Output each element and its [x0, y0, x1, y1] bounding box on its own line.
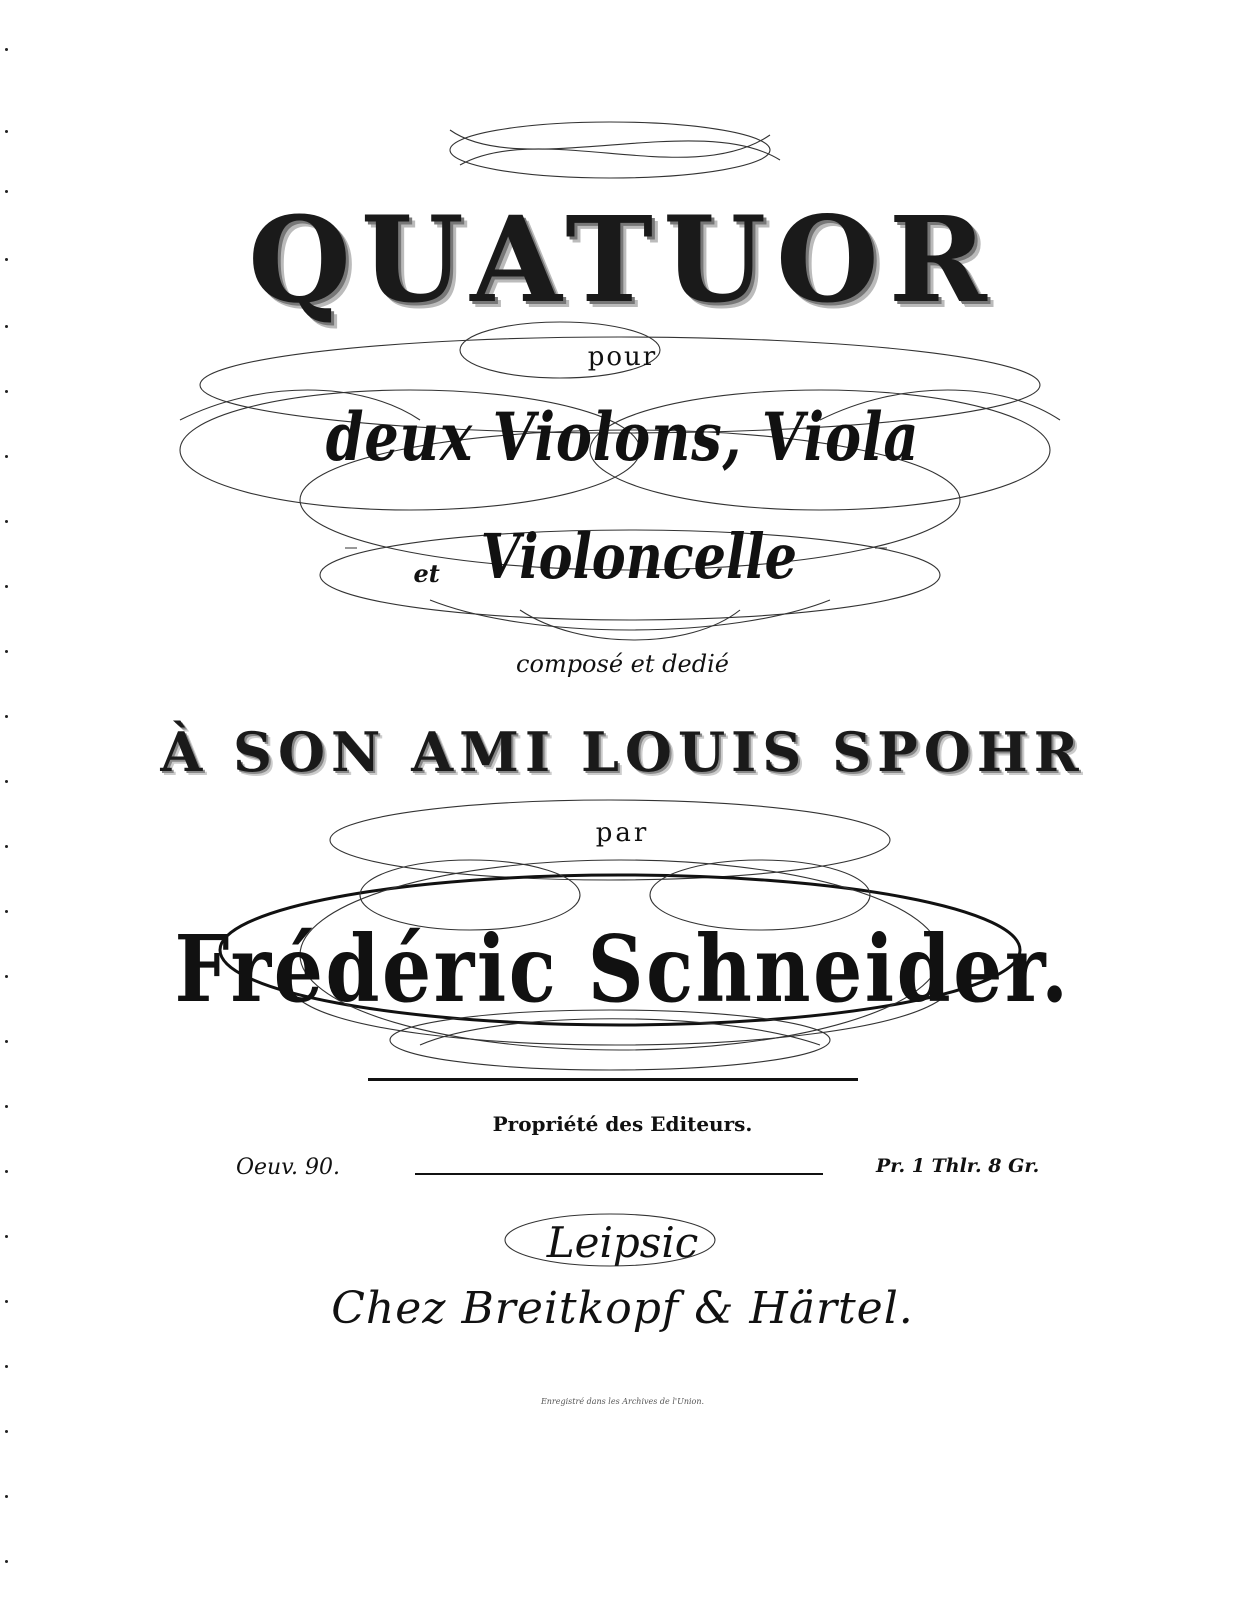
- margin-mark: [5, 48, 8, 51]
- title: QUATUOR: [248, 190, 997, 329]
- price: Pr. 1 Thlr. 8 Gr.: [876, 1155, 1040, 1177]
- publisher-city: Leipsic: [546, 1218, 699, 1267]
- margin-mark: [5, 715, 8, 718]
- registration-notice: Enregistré dans les Archives de l'Union.: [540, 1397, 705, 1406]
- margin-mark: [5, 650, 8, 653]
- margin-mark: [5, 520, 8, 523]
- margin-mark: [5, 258, 8, 261]
- opus-price-rule: [415, 1173, 823, 1175]
- pour-label: pour: [587, 342, 658, 372]
- et-label: et: [413, 559, 440, 588]
- margin-mark: [5, 1365, 8, 1368]
- publisher-name: Chez Breitkopf & Härtel.: [331, 1283, 914, 1334]
- margin-mark: [5, 1495, 8, 1498]
- compose-dedication-label: composé et dedié: [516, 650, 729, 678]
- instruments-line-1: deux Violons, Viola: [325, 398, 920, 476]
- par-label: par: [595, 818, 650, 848]
- margin-mark: [5, 390, 8, 393]
- margin-mark: [5, 975, 8, 978]
- violoncelle-label: Violoncelle: [480, 520, 797, 593]
- margin-mark: [5, 845, 8, 848]
- margin-mark: [5, 325, 8, 328]
- margin-mark: [5, 1235, 8, 1238]
- margin-mark: [5, 780, 8, 783]
- margin-mark: [5, 455, 8, 458]
- margin-mark: [5, 1430, 8, 1433]
- margin-mark: [5, 1040, 8, 1043]
- opus-number: Oeuv. 90.: [236, 1155, 341, 1180]
- margin-mark: [5, 585, 8, 588]
- margin-mark: [5, 1170, 8, 1173]
- margin-mark: [5, 1560, 8, 1563]
- divider-rule: [368, 1078, 858, 1081]
- margin-mark: [5, 1105, 8, 1108]
- composer-name: Frédéric Schneider.: [174, 915, 1071, 1023]
- margin-mark: [5, 910, 8, 913]
- margin-mark: [5, 130, 8, 133]
- binding-margin-marks: [5, 0, 17, 1600]
- instruments-line-2: [0, 520, 1245, 593]
- property-notice: Propriété des Editeurs.: [492, 1112, 753, 1136]
- dedicatee: À SON AMI LOUIS SPOHR: [160, 720, 1085, 784]
- margin-mark: [5, 190, 8, 193]
- margin-mark: [5, 1300, 8, 1303]
